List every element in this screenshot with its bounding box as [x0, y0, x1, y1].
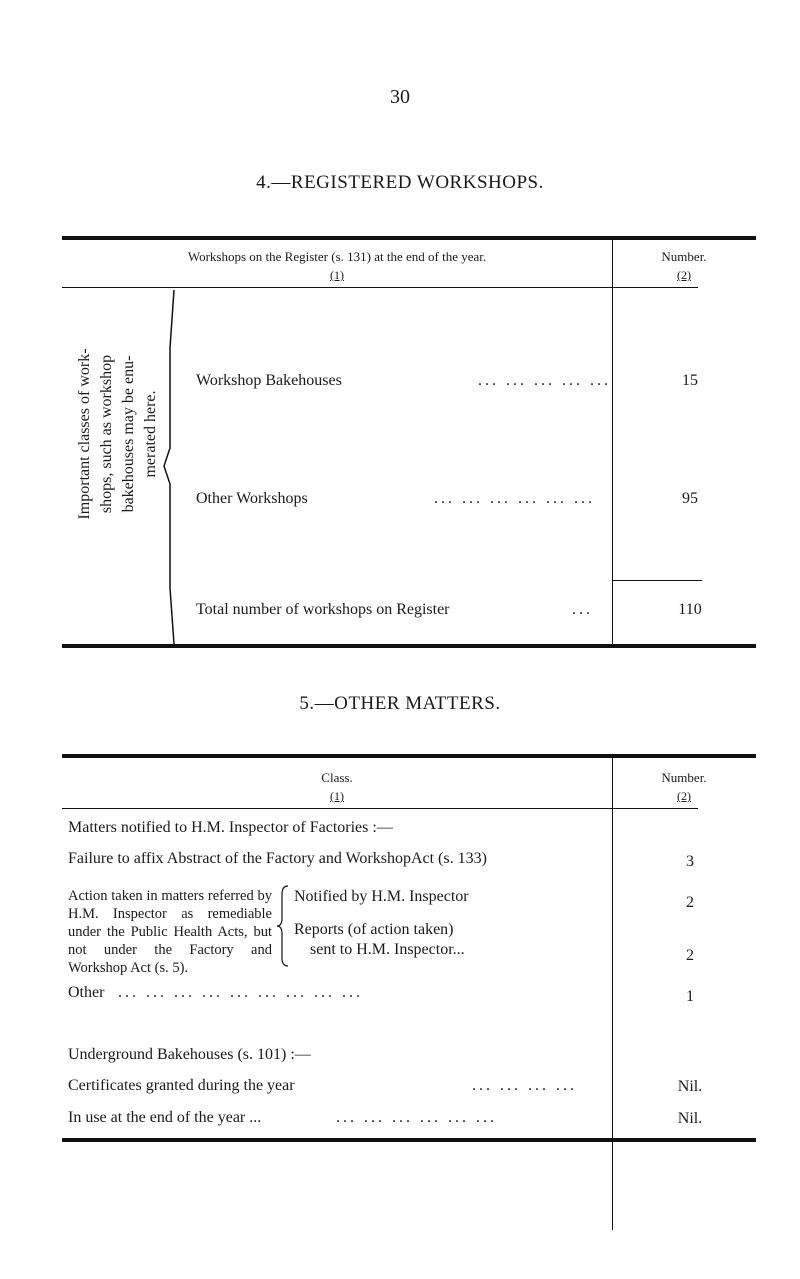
section5-header-rule	[62, 808, 698, 809]
side-label-line-4: merated here.	[142, 390, 159, 478]
section4-side-label	[70, 296, 160, 574]
section4-bottom-rule	[62, 644, 756, 648]
side-label-line-1: Important classes of work-	[76, 348, 93, 520]
row-other-workshops	[196, 490, 308, 508]
section4-col1-sub: (1)	[330, 268, 344, 282]
other-row-dots: ... ... ... ... ... ... ... ... ...	[118, 984, 363, 1001]
action-taken-text: Action taken in matters referred by H.M. Inspector as remediable under the Public Health Acts, but not under the Factory and Workshop Act (s. 5).	[68, 888, 272, 976]
section4-col1-header	[62, 248, 612, 284]
section4-brace	[160, 288, 180, 648]
section4-column-divider	[612, 240, 613, 646]
certificates-row-label: Certificates granted during the year	[68, 1077, 295, 1094]
row-dots: ...	[572, 601, 593, 618]
section4-top-rule	[62, 236, 756, 240]
row-workshop-bakehouses	[196, 372, 342, 390]
section5-col2-header	[612, 769, 756, 805]
section5-col2-header-text: Number.	[661, 770, 707, 785]
section4-col1-header-text: Workshops on the Register (s. 131) at the end of the year.	[187, 249, 487, 264]
section5-brace	[276, 884, 292, 968]
certificates-row-dots: ... ... ... ...	[472, 1077, 577, 1094]
side-label-line-3: bakehouses may be enu-	[120, 355, 137, 513]
section4-total-rule	[612, 580, 702, 581]
section5-title: 5.—OTHER MATTERS.	[299, 693, 501, 714]
reports-row-label-2: sent to H.M. Inspector...	[310, 941, 465, 958]
section4-col2-header-text: Number.	[661, 249, 707, 264]
notified-row-number: 2	[686, 894, 694, 911]
page-number: 30	[390, 86, 410, 108]
row-dots: ... ... ... ... ...	[478, 372, 611, 389]
row-label: Workshop Bakehouses	[196, 372, 342, 389]
other-row-number: 1	[686, 988, 694, 1005]
underground-heading: Underground Bakehouses (s. 101) :—	[68, 1046, 311, 1063]
row-label: Other Workshops	[196, 490, 308, 507]
matters-intro: Matters notified to H.M. Inspector of Factories :—	[68, 819, 393, 836]
section4-title: 4.—REGISTERED WORKSHOPS.	[256, 172, 544, 193]
in-use-row-dots: ... ... ... ... ... ...	[336, 1109, 497, 1126]
row-label: Total number of workshops on Register	[196, 601, 450, 618]
in-use-row-number: Nil.	[677, 1110, 703, 1127]
section5-bottom-rule	[62, 1138, 756, 1142]
section5-top-rule	[62, 754, 756, 758]
notified-row-label: Notified by H.M. Inspector	[294, 888, 469, 905]
certificates-row-number: Nil.	[677, 1078, 703, 1095]
reports-row-number: 2	[686, 947, 694, 964]
failure-row-number: 3	[686, 853, 694, 870]
row-dots: ... ... ... ... ... ...	[434, 490, 595, 507]
section5-col2-sub: (2)	[677, 789, 691, 803]
section4-header-rule	[62, 287, 698, 288]
row-total	[196, 601, 450, 619]
failure-row-label: Failure to affix Abstract of the Factory and WorkshopAct (s. 133)	[68, 850, 487, 867]
section5-col1-sub: (1)	[330, 789, 344, 803]
in-use-row-label: In use at the end of the year ...	[68, 1109, 262, 1126]
side-label-line-2: shops, such as workshop	[98, 354, 115, 514]
row-number: 110	[678, 601, 702, 618]
section5-col1-header-text: Class.	[321, 770, 353, 785]
section4-col2-sub: (2)	[677, 268, 691, 282]
other-row-label: Other	[68, 984, 105, 1001]
reports-row-label-1: Reports (of action taken)	[294, 921, 454, 938]
section5-column-divider	[612, 758, 613, 1230]
row-number: 95	[682, 490, 698, 507]
row-number: 15	[682, 372, 698, 389]
section5-col1-header	[62, 769, 612, 805]
section4-col2-header	[612, 248, 756, 284]
